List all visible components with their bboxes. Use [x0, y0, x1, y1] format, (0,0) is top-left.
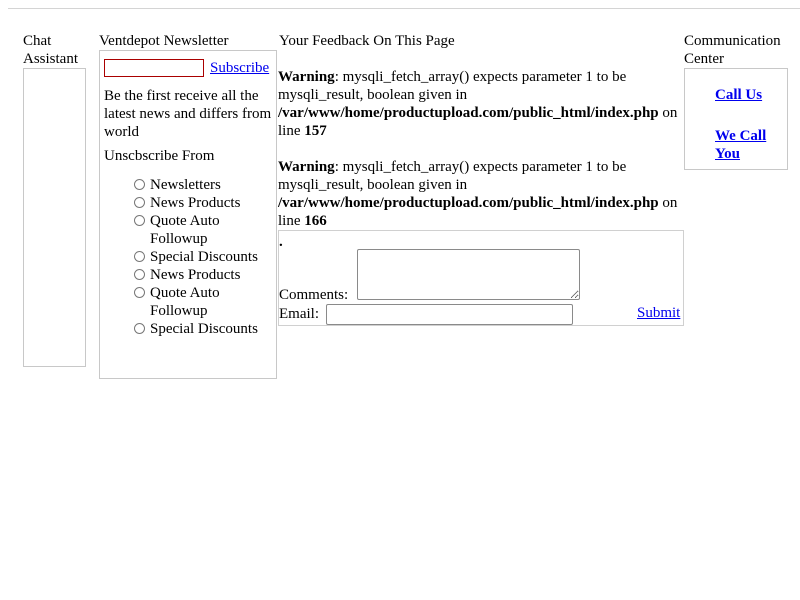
option-label: News Products: [150, 267, 241, 283]
unsubscribe-option-news-products[interactable]: [134, 194, 274, 212]
unsubscribe-option-quote-auto-followup[interactable]: [134, 212, 274, 248]
warning-label: Warning: [278, 159, 335, 175]
unsubscribe-option-special-discounts-2[interactable]: [134, 320, 274, 338]
email-label: Email:: [279, 306, 319, 322]
warning-path: /var/www/home/productupload.com/public_html/index.php: [278, 195, 659, 211]
option-label: Quote Auto Followup: [150, 285, 220, 319]
radio-button[interactable]: [134, 323, 145, 334]
call-us-link[interactable]: Call Us: [715, 87, 763, 103]
radio-button[interactable]: [134, 269, 145, 280]
option-label: Newsletters: [150, 177, 221, 193]
warning-message: : mysqli_fetch_array() expects parameter 1 to be mysqli_result, boolean given in: [278, 159, 627, 193]
submit-link[interactable]: Submit: [637, 305, 681, 321]
warning-label: Warning: [278, 69, 335, 85]
stray-dot: .: [279, 234, 283, 250]
radio-button[interactable]: [134, 215, 145, 226]
option-label: Special Discounts: [150, 249, 258, 265]
top-divider: [8, 8, 800, 9]
php-warning: [278, 158, 688, 230]
warning-line-number: 157: [304, 123, 327, 139]
newsletter-title: Ventdepot Newsletter: [99, 33, 229, 49]
radio-button[interactable]: [134, 251, 145, 262]
unsubscribe-options: [134, 176, 274, 338]
newsletter-description: Be the first receive all the latest news and differs from world: [104, 88, 272, 140]
unsubscribe-title: Unscbscribe From: [104, 148, 215, 164]
chat-assistant-panel[interactable]: [23, 68, 86, 367]
warning-message: : mysqli_fetch_array() expects parameter 1 to be mysqli_result, boolean given in: [278, 69, 627, 103]
chat-assistant-title: Chat Assistant: [23, 33, 79, 67]
comments-label: Comments:: [279, 287, 349, 303]
comments-textarea[interactable]: [357, 249, 580, 300]
option-label: News Products: [150, 195, 241, 211]
feedback-title: Your Feedback On This Page: [279, 33, 455, 49]
unsubscribe-option-special-discounts[interactable]: [134, 248, 274, 266]
unsubscribe-option-quote-auto-followup-2[interactable]: [134, 284, 274, 320]
warning-line-text: on line: [278, 105, 678, 139]
radio-button[interactable]: [134, 197, 145, 208]
newsletter-email-input[interactable]: [104, 59, 204, 77]
option-label: Quote Auto Followup: [150, 213, 220, 247]
radio-button[interactable]: [134, 179, 145, 190]
unsubscribe-option-news-products-2[interactable]: [134, 266, 274, 284]
communication-center-title: Communication Center: [684, 33, 781, 67]
radio-button[interactable]: [134, 287, 145, 298]
feedback-email-input[interactable]: [326, 304, 573, 325]
php-warning: [278, 68, 688, 140]
warning-line-number: 166: [304, 213, 327, 229]
subscribe-link[interactable]: Subscribe: [210, 60, 270, 76]
we-call-you-link[interactable]: We Call You: [715, 128, 767, 162]
unsubscribe-option-newsletters[interactable]: [134, 176, 274, 194]
warning-path: /var/www/home/productupload.com/public_html/index.php: [278, 105, 659, 121]
warning-line-text: on line: [278, 195, 678, 229]
option-label: Special Discounts: [150, 321, 258, 337]
